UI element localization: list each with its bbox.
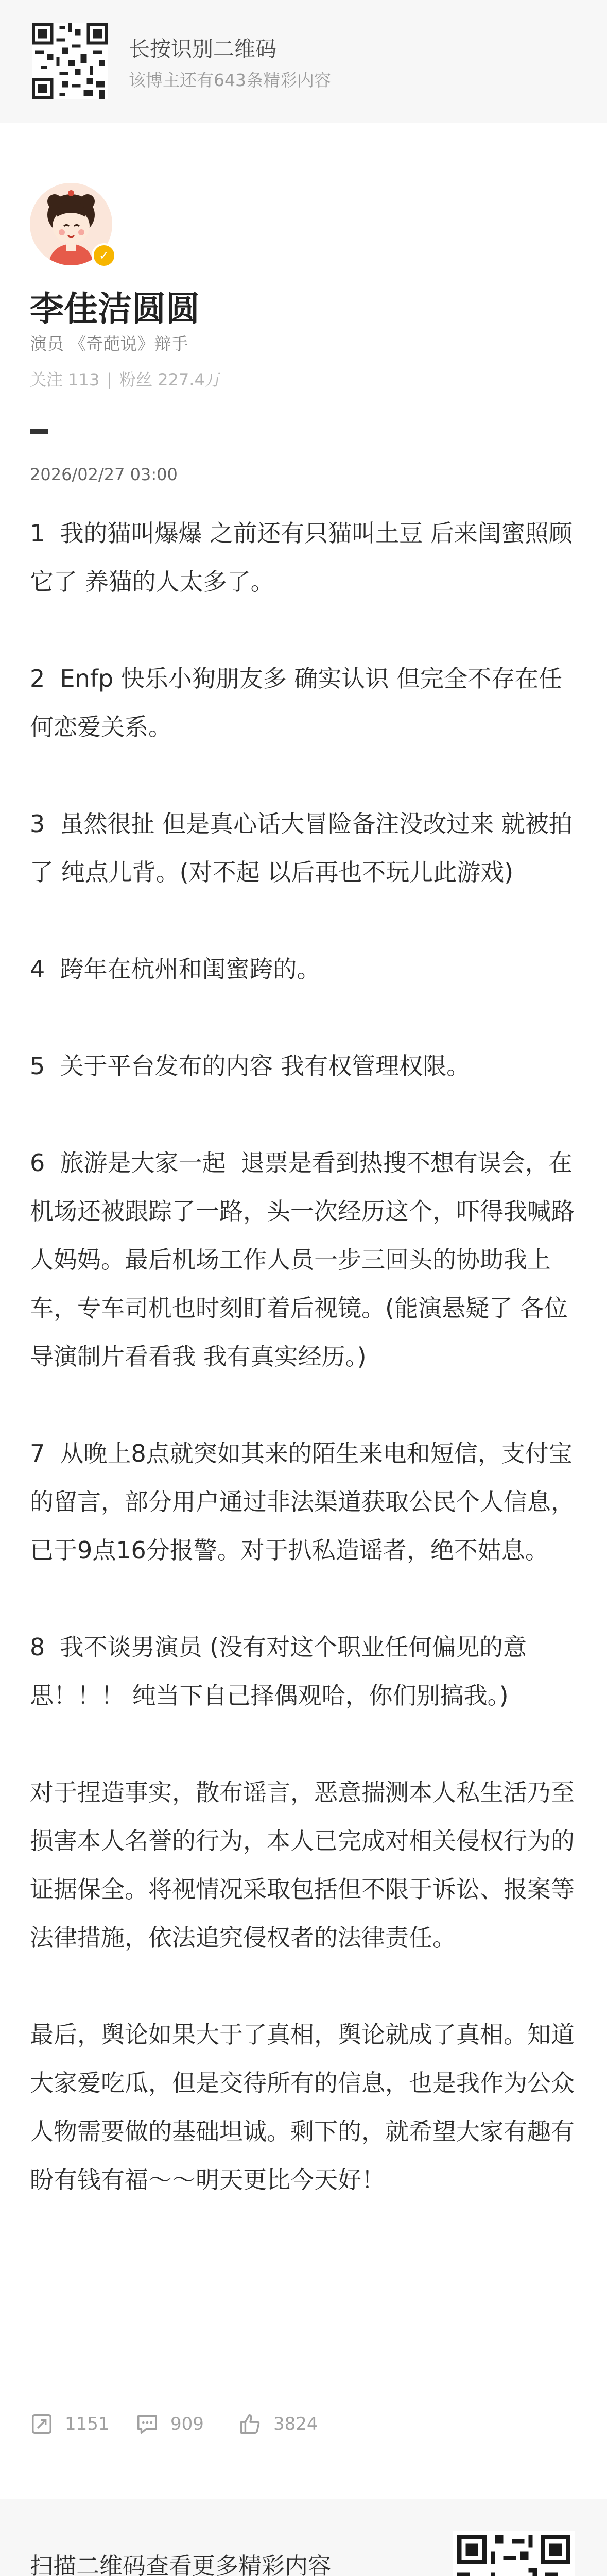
post-paragraph: 5 关于平台发布的内容 我有权管理权限。 — [30, 1052, 471, 1080]
top-qr-banner[interactable] — [0, 0, 607, 123]
post-paragraph: 最后，舆论如果大于了真相，舆论就成了真相。知道大家爱吃瓜，但是交待所有的信息，也是我作为公众人物需要做的基础坦诚。剩下的，就希望大家有趣有盼有钱有福～～明天更比今天好！ — [30, 2021, 575, 2194]
banner-title: 长按识别二维码 — [129, 37, 276, 61]
followers-count[interactable]: 粉丝 227.4万 — [119, 370, 221, 389]
stats-separator: | — [107, 370, 113, 389]
qr-code-small[interactable] — [32, 23, 108, 99]
qr-code-large[interactable] — [453, 2531, 575, 2576]
post-paragraph: 6 旅游是大家一起 退票是看到热搜不想有误会，在机场还被跟踪了一路，头一次经历这个，吓得我喊路人妈妈。最后机场工作人员一步三回头的协助我上车，专车司机也时刻盯着后视镜。(能演悬疑了 各位导演制片看看我 我有真实经历。) — [30, 1149, 575, 1370]
like-icon — [238, 2412, 262, 2436]
comment-count: 909 — [170, 2414, 204, 2434]
post-paragraph: 8 我不谈男演员 (没有对这个职业任何偏见的意思！！！ 纯当下自己择偶观哈，你们别搞我。) — [30, 1633, 527, 1709]
section-divider — [30, 429, 48, 434]
post-paragraph: 3 虽然很扯 但是真心话大冒险备注没改过来 就被拍了 纯点儿背。(对不起 以后再也不玩儿此游戏) — [30, 810, 573, 886]
following-count[interactable]: 关注 113 — [30, 370, 100, 389]
post-paragraph: 2 Enfp 快乐小狗朋友多 确实认识 但完全不存在任何恋爱关系。 — [30, 665, 562, 741]
repost-count: 1151 — [65, 2414, 110, 2434]
profile-stats — [30, 367, 221, 391]
bottom-qr-banner[interactable] — [0, 2499, 607, 2576]
post-paragraph: 7 从晚上8点就突如其来的陌生来电和短信，支付宝的留言，部分用户通过非法渠道获取公民个人信息，已于9点16分报警。对于扒私造谣者，绝不姑息。 — [30, 1439, 575, 1564]
bottom-banner-title: 扫描二维码查看更多精彩内容 — [30, 2552, 332, 2576]
post-paragraph: 4 跨年在杭州和闺蜜跨的。 — [30, 955, 321, 983]
verified-badge-icon: ✓ — [92, 243, 116, 268]
like-count: 3824 — [273, 2414, 318, 2434]
post-body — [30, 509, 578, 2252]
repost-icon — [30, 2412, 54, 2436]
post-date: 2026/02/27 03:00 — [30, 465, 178, 484]
profile-bio: 演员 《奇葩说》辩手 — [30, 334, 188, 354]
banner-subtitle: 该博主还有643条精彩内容 — [129, 70, 331, 90]
profile-name[interactable]: 李佳洁圆圆 — [30, 289, 200, 329]
comment-button[interactable] — [135, 2412, 204, 2436]
like-button[interactable] — [238, 2412, 318, 2436]
repost-button[interactable] — [30, 2412, 110, 2436]
post-paragraph: 1 我的猫叫爆爆 之前还有只猫叫土豆 后来闺蜜照顾它了 养猫的人太多了。 — [30, 519, 573, 596]
post-paragraph: 对于捏造事实，散布谣言，恶意揣测本人私生活乃至损害本人名誉的行为，本人已完成对相关侵权行为的证据保全。将视情况采取包括但不限于诉讼、报案等法律措施，依法追究侵权者的法律责任。 — [30, 1778, 575, 1952]
comment-icon — [135, 2412, 159, 2436]
